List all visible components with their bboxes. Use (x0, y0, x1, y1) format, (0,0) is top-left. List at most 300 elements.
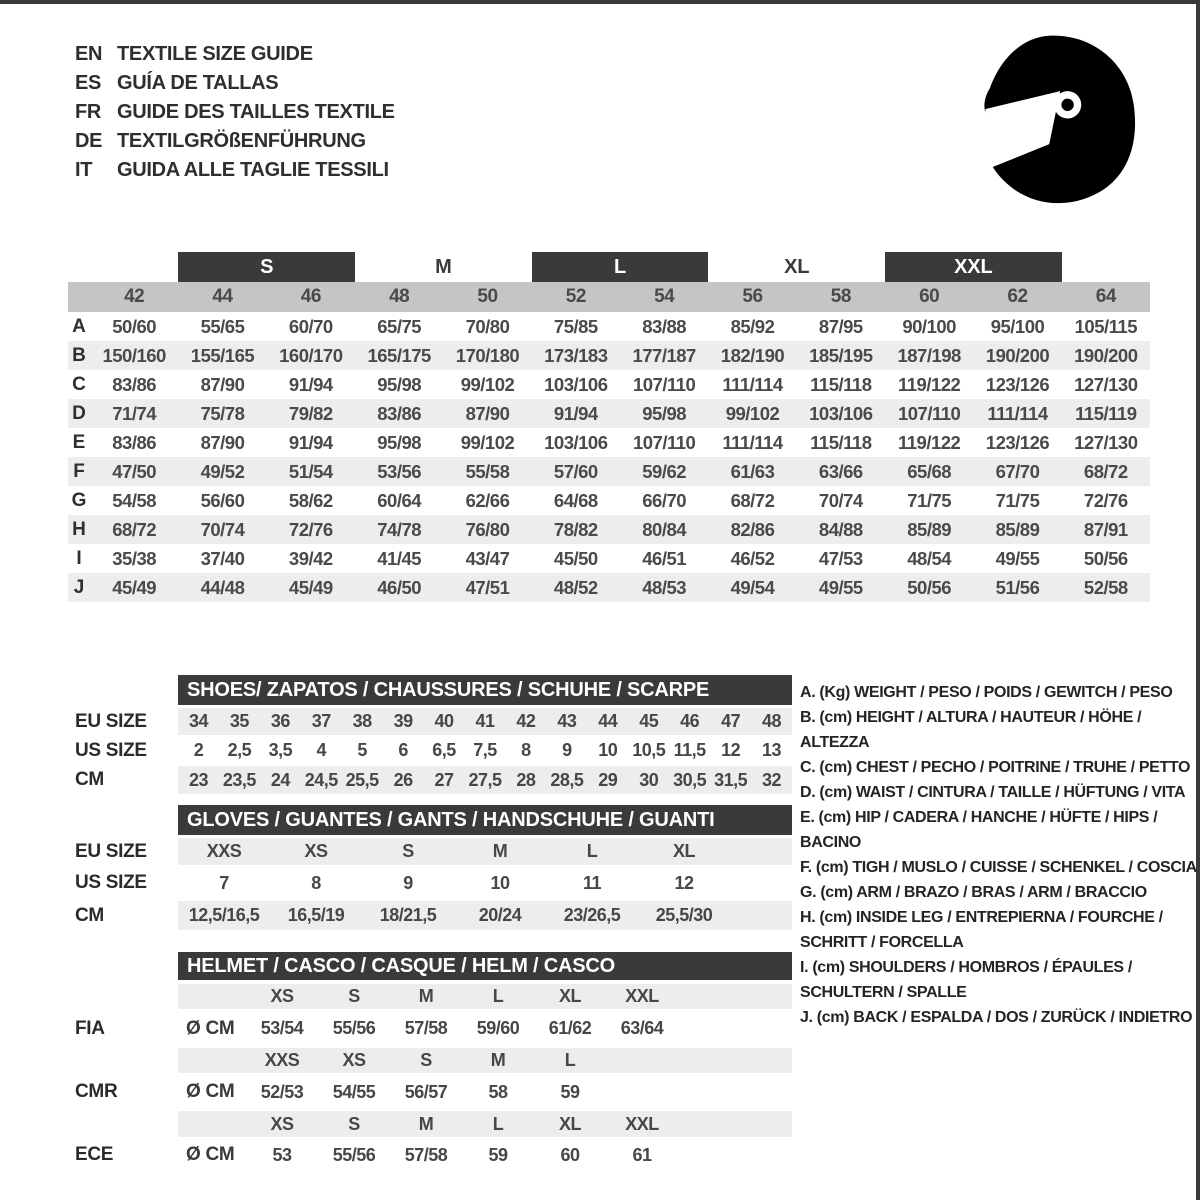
measurement-value: 99/102 (725, 402, 780, 424)
size-value: 34 (188, 711, 208, 731)
measurement-value: 103/106 (544, 431, 608, 453)
row-values-band (178, 766, 792, 794)
helmet-size-value: 53 (272, 1144, 292, 1165)
measurement-value: 67/70 (995, 460, 1040, 482)
size-value: XXS (206, 841, 242, 861)
size-value: 6,5 (432, 740, 456, 760)
sub-table-row (68, 901, 792, 930)
measurement-value: 160/170 (279, 344, 343, 366)
measurement-value: 87/90 (465, 402, 510, 424)
measurement-value: 44/48 (200, 576, 245, 598)
sub-table-title-row (68, 675, 792, 705)
measurement-value: 99/102 (460, 373, 515, 395)
measurement-row (68, 399, 1150, 428)
measurement-value: 119/122 (897, 373, 961, 395)
size-value: M (492, 841, 508, 861)
measurement-value: 95/98 (377, 431, 422, 453)
helmet-value-row (68, 1009, 792, 1048)
measurement-letter: F (73, 460, 85, 482)
helmet-size-label: L (492, 1113, 504, 1134)
numeric-size-label: 52 (565, 286, 586, 307)
diameter-unit-label: Ø CM (186, 1017, 235, 1039)
measurement-value: 165/175 (367, 344, 431, 366)
measurement-value: 95/98 (377, 373, 422, 395)
helmet-size-band (178, 984, 792, 1009)
size-value: 36 (270, 711, 290, 731)
legend-unit: (cm) (818, 809, 851, 826)
measurement-value: 111/114 (722, 431, 783, 453)
sub-table-row (68, 735, 792, 766)
size-value: 10,5 (632, 740, 666, 760)
row-values-band (178, 708, 792, 735)
helmet-size-label: XS (270, 1113, 294, 1134)
helmet-value-band (178, 1009, 792, 1048)
row-label: CM (75, 904, 104, 926)
measurement-value: 61/63 (730, 460, 775, 482)
helmet-size-header-row (68, 1048, 792, 1073)
legend-unit: (cm) (819, 759, 852, 776)
measurement-value: 48/54 (907, 547, 952, 569)
row-values-band (178, 901, 792, 930)
measurement-value: 45/49 (288, 576, 333, 598)
legend-unit: (cm) (820, 884, 853, 901)
legend-item (800, 805, 1200, 855)
size-value: 24 (270, 769, 290, 790)
legend-text: WAIST / CINTURA / TAILLE / HÜFTUNG / VITA (855, 784, 1186, 801)
measurement-value: 72/76 (1083, 489, 1128, 511)
legend-text: ARM / BRAZO / BRAS / ARM / BRACCIO (856, 884, 1147, 901)
helmet-size-value: 54/55 (332, 1081, 376, 1102)
measurement-value: 63/66 (818, 460, 863, 482)
numeric-size-label: 42 (124, 286, 145, 307)
numeric-size-label: 54 (654, 286, 675, 307)
legend-item (800, 705, 1200, 755)
measurement-value: 49/52 (200, 460, 245, 482)
helmet-size-band (178, 1048, 792, 1073)
size-value: 7 (219, 872, 229, 893)
helmet-size-value: 63/64 (620, 1018, 664, 1038)
helmet-size-label: S (348, 1113, 360, 1134)
size-value: 28,5 (550, 769, 584, 790)
helmet-size-label: XL (558, 1113, 581, 1134)
label-spacer (68, 1048, 178, 1073)
measurement-value: 91/94 (288, 431, 333, 453)
measurement-value: 87/91 (1083, 518, 1128, 540)
measurement-value: 91/94 (288, 373, 333, 395)
legend-key: F. (800, 859, 812, 876)
legend-key: C. (800, 759, 816, 776)
size-value: 37 (311, 711, 331, 731)
measurement-value: 91/94 (553, 402, 598, 424)
legend-key: J. (800, 1009, 813, 1026)
measurement-value: 103/106 (544, 373, 608, 395)
sub-table-title-row (68, 805, 792, 835)
row-label: EU SIZE (75, 840, 147, 862)
language-title: TEXTILGRÖßENFÜHRUNG (117, 130, 366, 152)
helmet-size-band (178, 1111, 792, 1137)
measurement-value: 115/119 (1075, 402, 1137, 424)
numeric-size-label: 56 (742, 286, 763, 307)
diameter-unit-label: Ø CM (186, 1144, 235, 1165)
language-row (75, 127, 395, 156)
legend-text: WEIGHT / PESO / POIDS / GEWITCH / PESO (854, 684, 1173, 701)
helmet-size-value: 60 (560, 1144, 580, 1165)
helmet-size-label: M (418, 986, 434, 1006)
legend-item (800, 680, 1200, 705)
size-value: 27 (434, 769, 454, 790)
helmet-size-label: XXS (264, 1050, 300, 1070)
size-value: 12 (721, 740, 741, 760)
helmet-size-value: 61/62 (548, 1018, 592, 1038)
measurement-row (68, 573, 1150, 602)
measurement-value: 53/56 (377, 460, 422, 482)
legend-text: HEIGHT / ALTURA / HAUTEUR / HÖHE / ALTEZZA (800, 709, 1142, 751)
measurement-value: 103/106 (809, 402, 873, 424)
sub-table-title: HELMET / CASCO / CASQUE / HELM / CASCO (178, 952, 792, 980)
measurement-value: 95/100 (990, 315, 1045, 337)
measurement-value: 70/74 (200, 518, 245, 540)
legend-item (800, 855, 1200, 880)
measurement-value: 75/78 (200, 402, 245, 424)
language-list (75, 40, 395, 185)
size-value: 43 (557, 711, 577, 731)
measurement-letter: J (73, 576, 85, 598)
size-band-s: S (178, 252, 355, 282)
language-code: ES (75, 72, 102, 94)
helmet-size-label: XS (270, 986, 294, 1006)
measurement-value: 80/84 (642, 518, 687, 540)
helmet-value-row (68, 1137, 792, 1173)
size-value: 30,5 (673, 769, 707, 790)
size-value: 29 (598, 769, 618, 790)
measurement-value: 48/52 (553, 576, 598, 598)
size-band-l: L (532, 252, 709, 282)
measurement-value: 173/183 (544, 344, 608, 366)
measurement-value: 71/74 (112, 402, 157, 424)
legend-item (800, 780, 1200, 805)
helmet-size-header-row (68, 984, 792, 1009)
measurement-letter: D (72, 402, 86, 424)
size-value: 16,5/19 (287, 905, 345, 925)
size-value: 27,5 (468, 769, 502, 790)
measurement-value: 190/200 (985, 344, 1050, 366)
measurement-value: 85/89 (907, 518, 952, 540)
legend-item (800, 880, 1200, 905)
helmet-size-label: XXL (625, 1113, 659, 1134)
label-spacer (68, 1111, 178, 1137)
row-values-band (178, 735, 792, 766)
diameter-unit-label: Ø CM (186, 1081, 235, 1102)
helmet-size-label: XL (558, 986, 581, 1006)
measurement-letter: C (72, 373, 86, 395)
helmet-size-value: 57/58 (404, 1018, 448, 1038)
size-value: 10 (490, 872, 510, 893)
helmet-standard-label: FIA (75, 1017, 105, 1039)
legend-key: A. (800, 684, 816, 701)
legend-key: B. (800, 709, 816, 726)
legend-key: D. (800, 784, 816, 801)
measurement-value: 49/55 (818, 576, 863, 598)
size-value: 12 (674, 872, 694, 893)
measurement-value: 127/130 (1074, 431, 1138, 453)
size-value: 8 (521, 740, 531, 760)
row-values-band (178, 865, 792, 901)
language-row (75, 156, 395, 185)
measurement-value: 56/60 (200, 489, 245, 511)
size-value: 4 (316, 740, 327, 760)
label-spacer (68, 805, 178, 835)
measurement-row (68, 486, 1150, 515)
measurement-row (68, 515, 1150, 544)
measurement-value: 65/68 (907, 460, 952, 482)
legend (800, 680, 1200, 1030)
helmet-size-value: 55/56 (332, 1018, 376, 1038)
helmet-size-value: 59 (560, 1081, 580, 1102)
measurement-value: 123/126 (985, 373, 1050, 395)
measurement-value: 78/82 (553, 518, 598, 540)
legend-text: CHEST / PECHO / POITRINE / TRUHE / PETTO (855, 759, 1191, 776)
measurement-row (68, 457, 1150, 486)
numeric-size-label: 58 (830, 286, 851, 307)
size-value: S (402, 841, 414, 861)
size-value: 41 (475, 711, 495, 731)
legend-key: H. (800, 909, 816, 926)
size-value: 44 (598, 711, 618, 731)
helmet-size-value: 58 (488, 1081, 508, 1102)
helmet-standard-label: CMR (75, 1081, 118, 1102)
size-value: 23,5 (222, 769, 256, 790)
label-spacer (68, 952, 178, 980)
measurement-value: 70/74 (818, 489, 863, 511)
size-value: 23/26,5 (563, 905, 621, 925)
measurement-value: 83/86 (112, 373, 157, 395)
numeric-size-label: 44 (212, 286, 233, 307)
sub-table-row (68, 838, 792, 865)
numeric-size-label: 60 (919, 286, 940, 307)
label-spacer (68, 984, 178, 1009)
sub-table-title: SHOES/ ZAPATOS / CHAUSSURES / SCHUHE / SCARPE (178, 675, 792, 705)
legend-text: HIP / CADERA / HANCHE / HÜFTE / HIPS / BACINO (800, 809, 1158, 851)
legend-key: E. (800, 809, 815, 826)
size-band-m: M (435, 255, 452, 278)
helmet-size-label: S (420, 1050, 432, 1070)
numeric-size-label: 62 (1007, 286, 1028, 307)
language-code: FR (75, 101, 102, 123)
sub-table-title-row (68, 952, 792, 980)
measurement-value: 46/50 (377, 576, 422, 598)
size-value: 13 (762, 740, 782, 760)
measurement-value: 85/89 (995, 518, 1040, 540)
language-title: GUIDE DES TAILLES TEXTILE (117, 101, 395, 123)
measurement-value: 75/85 (553, 315, 598, 337)
measurement-letter: I (76, 547, 82, 569)
legend-unit: (cm) (819, 909, 852, 926)
measurement-value: 70/80 (465, 315, 510, 337)
label-spacer (68, 675, 178, 705)
measurement-value: 111/114 (722, 373, 783, 395)
legend-key: G. (800, 884, 817, 901)
measurement-value: 155/165 (190, 344, 255, 366)
size-value: 38 (352, 711, 372, 731)
legend-item (800, 1005, 1200, 1030)
measurement-value: 47/50 (112, 460, 157, 482)
measurement-value: 76/80 (465, 518, 510, 540)
measurement-value: 95/98 (642, 402, 687, 424)
legend-item (800, 905, 1200, 955)
measurement-value: 83/88 (642, 315, 687, 337)
size-value: 39 (393, 711, 413, 731)
size-value: 11,5 (673, 740, 706, 760)
measurement-value: 46/51 (642, 547, 687, 569)
size-value: 25,5/30 (655, 905, 713, 925)
measurement-value: 55/58 (465, 460, 510, 482)
legend-text: SHOULDERS / HOMBROS / ÉPAULES / SCHULTERN / SPALLE (800, 959, 1132, 1001)
measurement-letter: A (72, 315, 86, 337)
language-code: IT (75, 159, 93, 181)
helmet-size-label: XXL (625, 986, 659, 1006)
language-code: EN (75, 43, 103, 65)
helmet-size-value: 57/58 (404, 1144, 448, 1165)
row-label: US SIZE (75, 872, 147, 893)
measurement-value: 39/42 (288, 547, 333, 569)
measurement-value: 99/102 (460, 431, 515, 453)
row-values-band (178, 838, 792, 865)
helmet-size-value: 53/54 (260, 1018, 304, 1038)
legend-item (800, 755, 1200, 780)
measurement-value: 48/53 (642, 576, 687, 598)
helmet-value-row (68, 1073, 792, 1111)
size-value: 2,5 (227, 740, 252, 760)
measurement-value: 107/110 (632, 373, 696, 395)
legend-unit: (cm) (819, 784, 852, 801)
numeric-size-label: 46 (300, 286, 321, 307)
size-value: 7,5 (473, 740, 497, 760)
size-value: 3,5 (268, 740, 293, 760)
row-label: CM (75, 769, 104, 790)
measurement-letter: G (71, 489, 87, 511)
size-value: 11 (582, 872, 602, 893)
measurement-value: 43/47 (465, 547, 510, 569)
row-label: US SIZE (75, 739, 147, 761)
measurement-value: 58/62 (288, 489, 333, 511)
image-frame-top (0, 0, 1200, 4)
legend-unit: (cm) (812, 959, 845, 976)
textile-size-table (68, 252, 1150, 602)
measurement-value: 123/126 (985, 431, 1050, 453)
measurement-value: 51/54 (288, 460, 333, 482)
helmet-icon (966, 30, 1148, 212)
measurement-value: 49/55 (995, 547, 1040, 569)
legend-text: TIGH / MUSLO / CUISSE / SCHENKEL / COSCIA (852, 859, 1197, 876)
measurement-value: 50/56 (907, 576, 952, 598)
size-value: 45 (639, 711, 659, 731)
measurement-row (68, 312, 1150, 341)
size-band-row (68, 252, 1150, 282)
helmet-size-value: 52/53 (260, 1081, 304, 1102)
numeric-size-header-row (68, 282, 1150, 312)
measurement-value: 50/60 (112, 315, 157, 337)
sub-table-row (68, 766, 792, 794)
measurement-row (68, 370, 1150, 399)
measurement-value: 83/86 (377, 402, 422, 424)
measurement-value: 105/115 (1074, 315, 1137, 337)
helmet-size-label: M (490, 1050, 506, 1070)
measurement-value: 60/64 (377, 489, 422, 511)
measurement-value: 72/76 (288, 518, 333, 540)
measurement-value: 71/75 (907, 489, 952, 511)
measurement-value: 41/45 (377, 547, 422, 569)
helmet-size-value: 61 (632, 1144, 652, 1165)
measurement-value: 52/58 (1083, 576, 1128, 598)
measurement-value: 68/72 (1083, 460, 1128, 482)
measurement-value: 47/51 (465, 576, 510, 598)
measurement-letter: H (72, 518, 86, 540)
measurement-value: 74/78 (377, 518, 422, 540)
language-row (75, 69, 395, 98)
measurement-value: 177/187 (632, 344, 696, 366)
size-value: XL (672, 841, 695, 861)
measurement-value: 51/56 (995, 576, 1040, 598)
measurement-row (68, 341, 1150, 370)
shoes-table (68, 675, 792, 794)
size-band-xl: XL (784, 255, 810, 278)
measurement-value: 107/110 (897, 402, 961, 424)
size-value: 2 (193, 740, 204, 760)
size-value: L (586, 841, 598, 861)
size-value: 18/21,5 (379, 905, 437, 925)
measurement-value: 185/195 (809, 344, 873, 366)
measurement-value: 45/50 (553, 547, 598, 569)
measurement-value: 64/68 (553, 489, 598, 511)
measurement-value: 150/160 (102, 344, 166, 366)
helmet-size-value: 59 (488, 1144, 508, 1165)
measurement-value: 170/180 (455, 344, 520, 366)
size-value: 9 (562, 740, 572, 760)
measurement-value: 35/38 (112, 547, 157, 569)
size-value: 5 (357, 740, 367, 760)
language-code: DE (75, 130, 103, 152)
measurement-value: 45/49 (112, 576, 157, 598)
measurement-value: 50/56 (1083, 547, 1128, 569)
measurement-value: 71/75 (995, 489, 1040, 511)
size-value: 24,5 (304, 769, 338, 790)
numeric-size-label: 50 (477, 286, 498, 307)
size-value: 25,5 (345, 769, 379, 790)
helmet-size-label: M (418, 1113, 434, 1134)
gloves-table (68, 805, 792, 930)
helmet-table (68, 952, 792, 1173)
helmet-value-band (178, 1137, 792, 1173)
numeric-size-label: 64 (1095, 286, 1116, 307)
size-value: 42 (516, 711, 536, 731)
measurement-value: 54/58 (112, 489, 157, 511)
helmet-size-value: 55/56 (332, 1144, 376, 1165)
numeric-size-label: 48 (389, 286, 410, 307)
size-value: 8 (311, 872, 321, 893)
measurement-value: 68/72 (730, 489, 775, 511)
size-value: 32 (762, 769, 782, 790)
measurement-value: 62/66 (465, 489, 510, 511)
measurement-value: 87/95 (818, 315, 863, 337)
measurement-value: 85/92 (730, 315, 775, 337)
measurement-row (68, 428, 1150, 457)
legend-text: INSIDE LEG / ENTREPIERNA / FOURCHE / SCHRITT / FORCELLA (800, 909, 1163, 951)
helmet-standard-label: ECE (75, 1144, 114, 1165)
legend-item (800, 955, 1200, 1005)
helmet-size-value: 59/60 (476, 1018, 520, 1038)
measurement-row (68, 544, 1150, 573)
size-value: 20/24 (478, 905, 522, 925)
